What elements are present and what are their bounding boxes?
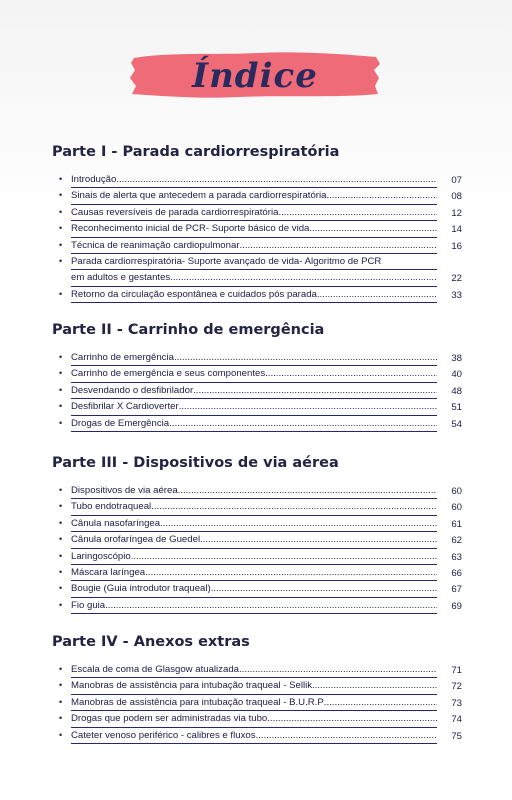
bullet-icon: • bbox=[59, 206, 63, 217]
toc-item[interactable] bbox=[52, 416, 462, 432]
toc-item-label[interactable]: Cânula orofaríngea de Guedel bbox=[71, 534, 201, 546]
bullet-icon: • bbox=[59, 567, 63, 578]
bullet-icon: • bbox=[59, 174, 63, 184]
toc-item-page: 63 bbox=[451, 551, 462, 563]
toc-item-page: 60 bbox=[451, 502, 462, 514]
toc-item[interactable] bbox=[52, 383, 462, 399]
toc-item[interactable] bbox=[52, 366, 462, 382]
toc-item-page: 38 bbox=[451, 353, 462, 364]
toc-item-label-continued[interactable]: em adultos e gestantes bbox=[71, 272, 171, 284]
toc-item-label[interactable]: Manobras de assistência para intubação traqueal - B.U.R.P bbox=[71, 696, 324, 708]
toc-item-page: 07 bbox=[451, 175, 462, 186]
toc-item[interactable] bbox=[52, 598, 462, 614]
toc-item-page: 54 bbox=[451, 418, 462, 430]
bullet-icon: • bbox=[59, 223, 63, 234]
toc-item-label[interactable]: Bougie (Guia introdutor traqueal) bbox=[71, 583, 211, 595]
bullet-icon: • bbox=[59, 664, 63, 674]
toc-item-label[interactable]: Laringoscópio bbox=[71, 550, 131, 562]
toc-item[interactable] bbox=[52, 221, 462, 237]
toc-item[interactable] bbox=[52, 565, 462, 581]
toc-list bbox=[52, 350, 462, 432]
toc-item-label[interactable]: Reconhecimento inicial de PCR- Suporte básico de vida bbox=[71, 223, 310, 235]
bullet-icon: • bbox=[59, 599, 63, 610]
bullet-icon: • bbox=[59, 696, 63, 707]
bullet-icon: • bbox=[59, 680, 63, 691]
bullet-icon: • bbox=[59, 384, 63, 395]
bullet-icon: • bbox=[59, 517, 63, 528]
toc-item-label[interactable]: Sinais de alerta que antecedem a parada cardiorrespiratória bbox=[71, 190, 327, 202]
toc-item[interactable] bbox=[52, 728, 462, 744]
toc-item-label[interactable]: Técnica de reanimação cardiopulmonar bbox=[71, 239, 240, 251]
toc-item[interactable] bbox=[52, 172, 462, 188]
toc-item-label[interactable]: Drogas de Emergência bbox=[71, 417, 170, 429]
bullet-icon: • bbox=[59, 534, 63, 545]
toc-item-label[interactable]: Carrinho de emergência bbox=[71, 352, 174, 363]
toc-item-page: 73 bbox=[451, 697, 462, 709]
toc-item-page: 16 bbox=[451, 240, 462, 252]
toc-item-label[interactable]: Retorno da circulação espontânea e cuidados pós parada bbox=[71, 288, 317, 300]
toc-item[interactable] bbox=[52, 532, 462, 548]
section-title: Parte I - Parada cardiorrespiratória bbox=[52, 144, 340, 160]
toc-item-page: 33 bbox=[451, 289, 462, 301]
toc-item-page: 71 bbox=[451, 665, 462, 676]
bullet-icon: • bbox=[59, 729, 63, 740]
toc-item[interactable] bbox=[52, 238, 462, 254]
toc-item[interactable] bbox=[52, 678, 462, 694]
section-parte-3 bbox=[52, 455, 462, 614]
toc-item-label[interactable]: Cânula nasofaríngea bbox=[71, 517, 161, 529]
toc-item[interactable] bbox=[52, 516, 462, 532]
bullet-icon: • bbox=[59, 550, 63, 561]
bullet-icon: • bbox=[59, 190, 63, 201]
bullet-icon: • bbox=[59, 401, 63, 412]
toc-item-page: 60 bbox=[451, 486, 462, 497]
toc-item-page: 12 bbox=[451, 207, 462, 219]
toc-item-label[interactable]: Dispositivos de via aérea bbox=[71, 485, 178, 496]
toc-item-page: 74 bbox=[451, 714, 462, 726]
toc-item-page: 72 bbox=[451, 681, 462, 693]
toc-item-page: 40 bbox=[451, 369, 462, 381]
toc-item-label[interactable]: Introdução bbox=[71, 174, 117, 185]
toc-item-page: 22 bbox=[451, 273, 462, 285]
section-parte-2 bbox=[52, 322, 462, 432]
toc-item-page: 51 bbox=[451, 402, 462, 414]
toc-list bbox=[52, 662, 462, 744]
toc-item-label[interactable]: Desfibrilar X Cardioverter bbox=[71, 401, 179, 413]
toc-item[interactable] bbox=[52, 350, 462, 366]
toc-item[interactable] bbox=[52, 549, 462, 565]
toc-item-label[interactable]: Cateter venoso periférico - calibres e fluxos bbox=[71, 729, 256, 741]
bullet-icon: • bbox=[59, 485, 63, 495]
bullet-icon: • bbox=[59, 417, 63, 428]
toc-item[interactable] bbox=[52, 695, 462, 711]
bullet-icon: • bbox=[59, 239, 63, 250]
bullet-icon: • bbox=[59, 713, 63, 724]
toc-item[interactable] bbox=[52, 483, 462, 499]
toc-item-page: 08 bbox=[451, 191, 462, 203]
bullet-icon: • bbox=[59, 583, 63, 594]
toc-item[interactable] bbox=[52, 188, 462, 204]
toc-item-page: 75 bbox=[451, 730, 462, 742]
bullet-icon: • bbox=[59, 501, 63, 512]
toc-item-page: 61 bbox=[451, 518, 462, 530]
toc-item-label[interactable]: Desvendando o desfibrilador bbox=[71, 384, 194, 396]
toc-item[interactable] bbox=[52, 499, 462, 515]
bullet-icon: • bbox=[59, 288, 63, 299]
page-title: Índice bbox=[192, 56, 318, 96]
toc-item[interactable] bbox=[52, 399, 462, 415]
toc-item[interactable] bbox=[52, 711, 462, 727]
toc-item-page: 48 bbox=[451, 385, 462, 397]
toc-item[interactable] bbox=[52, 287, 462, 303]
toc-item-page: 14 bbox=[451, 224, 462, 236]
toc-item-page: 67 bbox=[451, 584, 462, 596]
section-title: Parte II - Carrinho de emergência bbox=[52, 322, 325, 338]
section-parte-1 bbox=[52, 144, 462, 303]
section-title: Parte IV - Anexos extras bbox=[52, 634, 250, 650]
section-title: Parte III - Dispositivos de via aérea bbox=[52, 455, 339, 471]
toc-item-label[interactable]: Causas reversíveis de parada cardiorrespiratória bbox=[71, 206, 279, 218]
toc-item-label[interactable]: Drogas que podem ser administradas via tubo bbox=[71, 713, 268, 725]
toc-list bbox=[52, 172, 462, 303]
toc-item-label[interactable]: Tubo endotraqueal bbox=[71, 501, 152, 513]
toc-item-page: 69 bbox=[451, 600, 462, 612]
toc-item-label[interactable]: Fio guia bbox=[71, 599, 106, 611]
section-parte-4 bbox=[52, 634, 462, 744]
toc-item-label[interactable]: Máscara laríngea bbox=[71, 567, 146, 579]
toc-item-page: 66 bbox=[451, 568, 462, 580]
toc-item[interactable] bbox=[52, 581, 462, 597]
title-banner bbox=[128, 48, 382, 102]
toc-item[interactable] bbox=[52, 205, 462, 221]
bullet-icon: • bbox=[59, 352, 63, 362]
bullet-icon: • bbox=[59, 256, 63, 267]
toc-item[interactable] bbox=[52, 662, 462, 678]
bullet-icon: • bbox=[59, 368, 63, 379]
toc-item-page: 62 bbox=[451, 535, 462, 547]
toc-item-label[interactable]: Escala de coma de Glasgow atualizada bbox=[71, 664, 239, 675]
toc-item-label[interactable]: Parada cardiorrespiratória- Suporte avançado de vida- Algoritmo de PCR bbox=[71, 254, 437, 270]
toc-list bbox=[52, 483, 462, 614]
toc-item-label[interactable]: Manobras de assistência para intubação traqueal - Sellik bbox=[71, 680, 313, 692]
toc-item-label[interactable]: Carrinho de emergência e seus componentes bbox=[71, 368, 266, 380]
toc-item[interactable] bbox=[52, 254, 462, 287]
